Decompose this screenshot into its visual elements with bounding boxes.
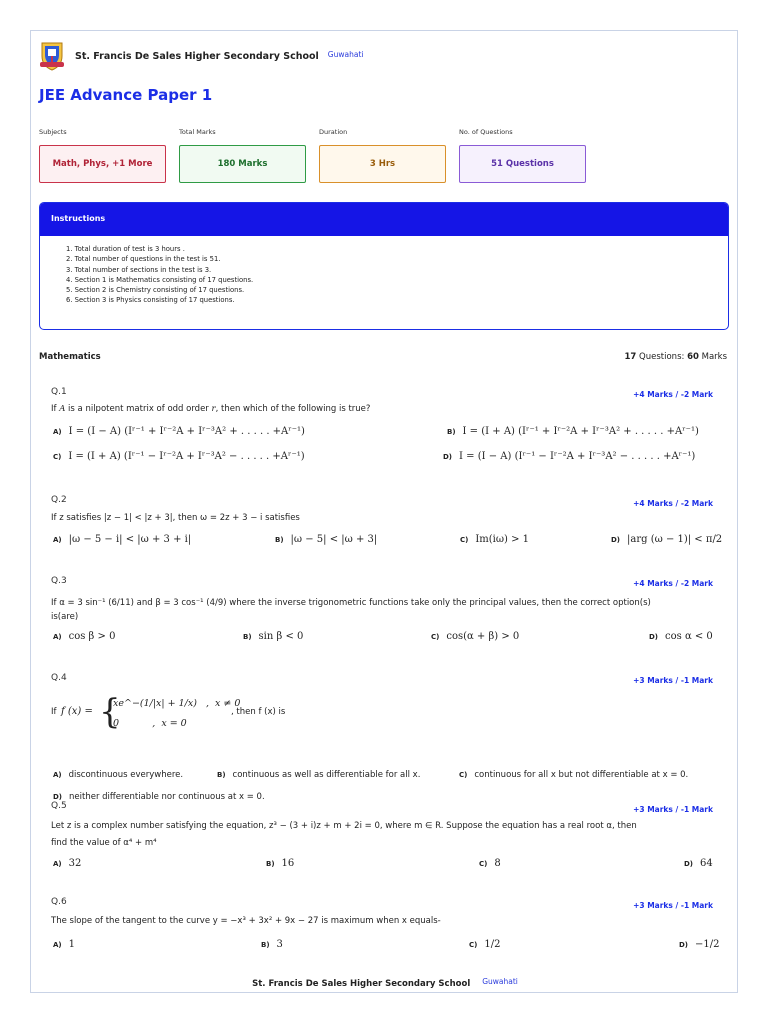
paper-title: JEE Advance Paper 1 [39, 86, 213, 104]
option-b[interactable]: B) continuous as well as differentiable for all x. [217, 770, 421, 780]
school-city: Guwahati [327, 49, 364, 59]
question-card [39, 801, 729, 876]
option-b[interactable]: B) 3 [261, 939, 283, 950]
question-number: Q.5 [51, 801, 67, 811]
option-b[interactable]: B) 16 [266, 858, 295, 869]
question-marks: +4 Marks / -2 Mark [633, 579, 713, 588]
option-c[interactable]: C) 8 [479, 858, 501, 869]
option-c[interactable]: C) Im(iω) > 1 [460, 534, 530, 545]
instruction-item: 1. Total duration of test is 3 hours . [66, 245, 185, 253]
option-c[interactable]: C) continuous for all x but not differentiable at x = 0. [459, 770, 689, 780]
option-d[interactable]: D) I = (I − A) (Iʳ⁻¹ − Iʳ⁻²A + Iʳ⁻³A² − . . . . . +Aʳ⁻¹) [443, 451, 696, 462]
subjects-badge: Math, Phys, +1 More [39, 145, 166, 183]
question-marks: +4 Marks / -2 Mark [633, 390, 713, 399]
option-a[interactable]: A) |ω − 5 − i| < |ω + 3 + i| [53, 534, 192, 545]
section-title: Mathematics [39, 352, 101, 362]
question-number: Q.1 [51, 387, 67, 397]
option-a[interactable]: A) 1 [53, 939, 75, 950]
total-marks-badge: 180 Marks [179, 145, 306, 183]
question-text-continued: find the value of α⁴ + m⁴ [51, 838, 157, 848]
questions-count-badge: 51 Questions [459, 145, 586, 183]
question-marks: +4 Marks / -2 Mark [633, 499, 713, 508]
option-a[interactable]: A) 32 [53, 858, 82, 869]
subjects-label: Subjects [39, 128, 67, 136]
brace-icon: { [99, 692, 121, 732]
section-question-count: 17 [624, 352, 637, 362]
option-c[interactable]: C) I = (I + A) (Iʳ⁻¹ − Iʳ⁻²A + Iʳ⁻³A² − . . . . . +Aʳ⁻¹) [53, 451, 305, 462]
question-card [39, 387, 729, 477]
instructions-list [40, 236, 728, 306]
question-marks: +3 Marks / -1 Mark [633, 676, 713, 685]
section-marks: 60 [687, 352, 699, 362]
question-number: Q.6 [51, 897, 67, 907]
school-crest-icon [39, 40, 65, 72]
question-number: Q.2 [51, 495, 67, 505]
option-b[interactable]: B) |ω − 5| < |ω + 3| [275, 534, 378, 545]
footer-city: Guwahati [482, 977, 518, 986]
section-questions-label: Questions: [639, 352, 685, 362]
section-marks-label: Marks [701, 352, 727, 362]
duration-label: Duration [319, 128, 348, 136]
instructions-panel [39, 202, 729, 330]
question-card [39, 897, 729, 967]
school-name: St. Francis De Sales Higher Secondary School [75, 50, 319, 62]
footer-school-name: St. Francis De Sales Higher Secondary School [252, 979, 471, 989]
questions-count-label: No. of Questions [459, 128, 513, 136]
option-a[interactable]: A) cos β > 0 [53, 631, 116, 642]
instruction-item: 6. Section 3 is Physics consisting of 17 questions. [66, 296, 235, 305]
question-marks: +3 Marks / -1 Mark [633, 805, 713, 814]
option-d[interactable]: D) 64 [684, 858, 713, 869]
question-card [39, 495, 729, 555]
question-text: If α = 3 sin⁻¹ (6/11) and β = 3 cos⁻¹ (4/9) where the inverse trigonometric functions take only the principal values, then the correct option(s) [51, 598, 651, 608]
section-meta [625, 352, 728, 362]
question-number: Q.3 [51, 576, 67, 586]
option-b[interactable]: B) sin β < 0 [243, 631, 304, 642]
total-marks-label: Total Marks [179, 128, 216, 136]
question-number: Q.4 [51, 673, 67, 683]
option-a[interactable]: A) discontinuous everywhere. [53, 770, 184, 780]
question-text: If z satisfies |z − 1| < |z + 3|, then ω = 2z + 3 − i satisfies [51, 513, 300, 523]
question-card [39, 576, 729, 651]
option-b[interactable]: B) I = (I + A) (Iʳ⁻¹ + Iʳ⁻²A + Iʳ⁻³A² + . . . . . +Aʳ⁻¹) [447, 426, 699, 437]
option-c[interactable]: C) 1/2 [469, 939, 501, 950]
duration-badge: 3 Hrs [319, 145, 446, 183]
instruction-item: 5. Section 2 is Chemistry consisting of 17 questions. [66, 286, 245, 295]
option-d[interactable]: D) neither differentiable nor continuous at x = 0. [53, 792, 265, 802]
question-card: Q.4 +3 Marks / -1 Mark If f (x) = { xe^−(1/|x| + 1/x) , x ≠ 0 0 , x = 0 , then f (x) is A) discontinuous everywhere. B) continuous as well as differentiable for all x. C) continuous for all x but not differentiable at x = 0. D) neither differentiable nor continuous at x = 0. [51, 673, 713, 802]
option-a[interactable]: A) I = (I − A) (Iʳ⁻¹ + Iʳ⁻²A + Iʳ⁻³A² + . . . . . +Aʳ⁻¹) [53, 426, 305, 437]
option-d[interactable]: D) |arg (ω − 1)| < π/2 [611, 534, 723, 545]
instructions-heading: Instructions [40, 203, 728, 236]
question-text-continued: is(are) [51, 612, 79, 622]
option-d[interactable]: D) cos α < 0 [649, 631, 713, 642]
option-d[interactable]: D) −1/2 [679, 939, 720, 950]
header [39, 39, 363, 73]
instruction-item: 2. Total number of questions in the test is 51. [66, 255, 221, 264]
instruction-item: 4. Section 1 is Mathematics consisting of 17 questions. [66, 275, 254, 284]
question-paper [30, 30, 738, 993]
question-text: If A is a nilpotent matrix of odd order r, then which of the following is true? [51, 404, 371, 414]
footer [31, 979, 739, 989]
option-c[interactable]: C) cos(α + β) > 0 [431, 631, 520, 642]
question-marks: +3 Marks / -1 Mark [633, 901, 713, 910]
instruction-item: 3. Total number of sections in the test is 3. [66, 265, 212, 274]
question-text: Let z is a complex number satisfying the equation, z³ − (3 + i)z + m + 2i = 0, where m ∈ R. Suppose the equation has a real root α, then [51, 821, 637, 831]
question-text: The slope of the tangent to the curve y = −x³ + 3x² + 9x − 27 is maximum when x equals- [51, 916, 441, 926]
